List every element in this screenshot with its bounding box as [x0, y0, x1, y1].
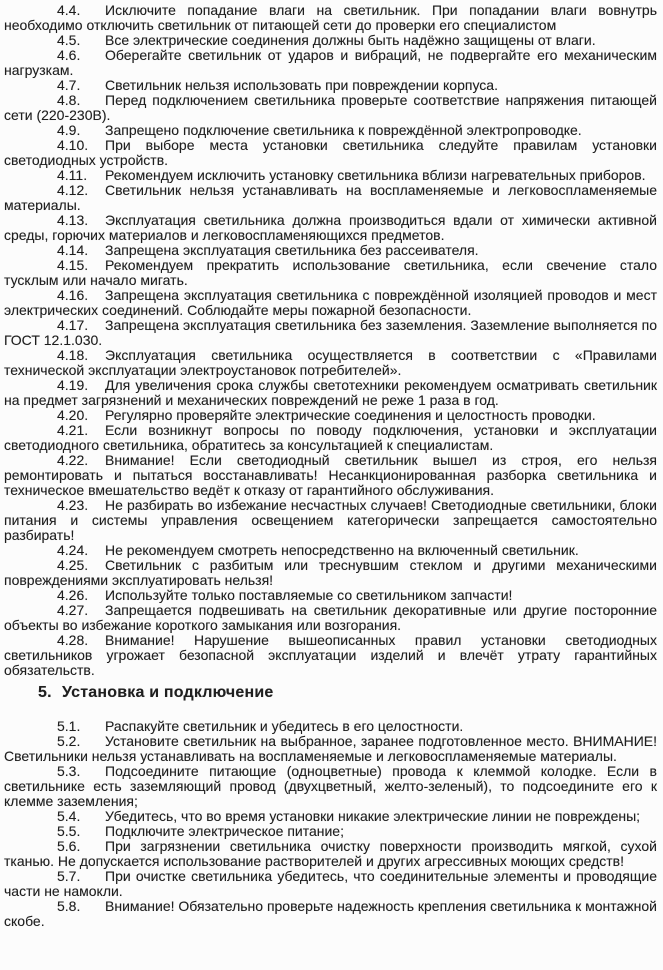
clause-number: 4.6.	[57, 47, 81, 63]
numbered-clause	[4, 498, 657, 543]
clause-text: Рекомендуем исключить установку светильника вблизи нагревательных приборов.	[105, 167, 646, 183]
clause-text: Убедитесь, что во время установки никакие электрические линии не повреждены;	[105, 808, 641, 824]
clause-number: 5.8.	[57, 898, 81, 914]
numbered-clause	[4, 348, 657, 378]
numbered-clause	[4, 588, 657, 603]
numbered-clause	[4, 453, 657, 498]
clause-text: Если возникнут вопросы по поводу подключения, установки и эксплуатации светодиодного светильника, обратитесь за консультацией к специалистам.	[4, 422, 657, 453]
clause-text: Все электрические соединения должны быть надёжно защищены от влаги.	[105, 32, 596, 48]
clause-text: Светильник с разбитым или треснувшим стеклом и другими механическими повреждениями эксплуатировать нельзя!	[4, 557, 657, 588]
clause-text: Внимание! Обязательно проверьте надежность крепления светильника к монтажной скобе.	[4, 898, 657, 929]
numbered-clause	[4, 318, 657, 348]
numbered-clause	[4, 138, 657, 168]
clause-number: 5.5.	[57, 823, 81, 839]
numbered-clause	[4, 423, 657, 453]
clause-number: 5.7.	[57, 868, 81, 884]
clause-text: Эксплуатация светильника осуществляется в соответствии с «Правилами технической эксплуатации электроустановок потребителей».	[4, 347, 657, 378]
clause-number: 4.8.	[57, 92, 81, 108]
clause-number: 4.24.	[57, 542, 89, 558]
numbered-clause	[4, 764, 657, 809]
numbered-clause	[4, 543, 657, 558]
clause-number: 5.2.	[57, 733, 81, 749]
clause-text: Запрещено подключение светильника к повреждённой электропроводке.	[105, 122, 582, 138]
clause-number: 4.15.	[57, 257, 89, 273]
clause-text: Запрещена эксплуатация светильника без рассеивателя.	[105, 242, 479, 258]
section-5-title: Установка и подключение	[62, 684, 274, 701]
numbered-clause	[4, 378, 657, 408]
numbered-clause	[4, 168, 657, 183]
clause-text: Не разбирать во избежание несчастных случаев! Светодиодные светильники, блоки питания и системы управления освещением категорически запрещается самостоятельно разбирать!	[4, 497, 657, 543]
clause-text: Установите светильник на выбранное, заранее подготовленное место. ВНИМАНИЕ! Светильники нельзя устанавливать на воспламеняемые и легковоспламеняемые материалы.	[4, 733, 657, 764]
clause-text: Подсоедините питающие (одноцветные) провода к клеммой колодке. Если в светильнике есть заземляющий провод (двухцветный, желто-зеленый), то подсоедините его к клемме заземления;	[4, 763, 657, 809]
clause-number: 5.3.	[57, 763, 81, 779]
numbered-clause	[4, 258, 657, 288]
clause-text: Не рекомендуем смотреть непосредственно на включенный светильник.	[105, 542, 579, 558]
clause-number: 4.26.	[57, 587, 89, 603]
numbered-clause	[4, 603, 657, 633]
clause-number: 5.1.	[57, 718, 81, 734]
clause-number: 5.4.	[57, 808, 81, 824]
numbered-clause	[4, 243, 657, 258]
clause-number: 4.7.	[57, 77, 81, 93]
numbered-clause	[4, 839, 657, 869]
numbered-clause	[4, 899, 657, 929]
clause-text: Распакуйте светильник и убедитесь в его целостности.	[105, 718, 464, 734]
numbered-clause	[4, 183, 657, 213]
clause-text: Эксплуатация светильника должна производиться вдали от химически активной среды, горючих материалов и легковоспламеняющихся предметов.	[4, 212, 657, 243]
section-5-clauses	[4, 719, 657, 929]
numbered-clause	[4, 93, 657, 123]
numbered-clause	[4, 408, 657, 423]
clause-number: 4.4.	[57, 2, 81, 18]
clause-text: Исключите попадание влаги на светильник. При попадании влаги вовнутрь необходимо отключить светильник от питающей сети до проверки его специалистом	[4, 2, 657, 33]
clause-number: 4.21.	[57, 422, 89, 438]
numbered-clause	[4, 734, 657, 764]
section-5-number: 5.	[38, 684, 52, 701]
clause-text: Запрещена эксплуатация светильника без заземления. Заземление выполняется по ГОСТ 12.1.030.	[4, 317, 657, 348]
numbered-clause	[4, 123, 657, 138]
clause-number: 4.28.	[57, 632, 89, 648]
clause-number: 4.18.	[57, 347, 89, 363]
numbered-clause	[4, 809, 657, 824]
clause-text: Запрещена эксплуатация светильника с повреждённой изоляцией проводов и мест электрических соединений. Соблюдайте меры пожарной безопасности.	[4, 287, 657, 318]
numbered-clause	[4, 719, 657, 734]
clause-text: Внимание! Нарушение вышеописанных правил установки светодиодных светильников угрожает безопасной эксплуатации изделий и влечёт утрату гарантийных обязательств.	[4, 632, 657, 678]
numbered-clause	[4, 48, 657, 78]
clause-number: 4.22.	[57, 452, 89, 468]
clause-number: 4.10.	[57, 137, 89, 153]
clause-text: Регулярно проверяйте электрические соединения и целостность проводки.	[105, 407, 596, 423]
clause-text: При очистке светильника убедитесь, что соединительные элементы и проводящие части не намокли.	[4, 868, 657, 899]
section-5-heading	[38, 683, 657, 703]
clause-text: Светильник нельзя использовать при повреждении корпуса.	[105, 77, 498, 93]
clause-number: 4.11.	[57, 167, 88, 183]
clause-number: 4.13.	[57, 212, 89, 228]
clause-text: Используйте только поставляемые со светильником запчасти!	[105, 587, 513, 603]
clause-text: Запрещается подвешивать на светильник декоративные или другие посторонние объекты во избежание короткого замыкания или возгорания.	[4, 602, 657, 633]
numbered-clause	[4, 3, 657, 33]
clause-number: 4.9.	[57, 122, 81, 138]
clause-number: 4.19.	[57, 377, 89, 393]
clause-number: 4.14.	[57, 242, 89, 258]
clause-text: Оберегайте светильник от ударов и вибраций, не подвергайте его механическим нагрузкам.	[4, 47, 657, 78]
clause-number: 4.25.	[57, 557, 89, 573]
numbered-clause	[4, 78, 657, 93]
clause-number: 4.16.	[57, 287, 89, 303]
clause-text: При загрязнении светильника очистку поверхности производить мягкой, сухой тканью. Не допускается использование растворителей и других агрессивных моющих средств!	[4, 838, 657, 869]
numbered-clause	[4, 558, 657, 588]
clause-text: Внимание! Если светодиодный светильник вышел из строя, его нельзя ремонтировать и пытаться восстанавливать! Несанкционированная разборка светильника и техническое вмешательство ведёт к отказу от гарантийного обслуживания.	[4, 452, 657, 498]
numbered-clause	[4, 633, 657, 678]
clause-number: 4.27.	[57, 602, 89, 618]
clause-number: 4.17.	[57, 317, 89, 333]
clause-text: Светильник нельзя устанавливать на воспламеняемые и легковоспламеняемые материалы.	[4, 182, 657, 213]
clause-number: 4.5.	[57, 32, 81, 48]
clause-text: Перед подключением светильника проверьте соответствие напряжения питающей сети (220-230В).	[4, 92, 657, 123]
clause-number: 4.12.	[57, 182, 89, 198]
numbered-clause	[4, 33, 657, 48]
clause-number: 5.6.	[57, 838, 81, 854]
clause-text: Подключите электрическое питание;	[105, 823, 344, 839]
clause-number: 4.20.	[57, 407, 89, 423]
numbered-clause	[4, 869, 657, 899]
section-4-clauses	[4, 3, 657, 678]
clause-number: 4.23.	[57, 497, 89, 513]
clause-text: Для увеличения срока службы светотехники рекомендуем осматривать светильник на предмет загрязнений и механических повреждений не реже 1 раза в год.	[4, 377, 657, 408]
clause-text: При выборе места установки светильника следуйте правилам установки светодиодных устройств.	[4, 137, 657, 168]
numbered-clause	[4, 213, 657, 243]
numbered-clause	[4, 288, 657, 318]
clause-text: Рекомендуем прекратить использование светильника, если свечение стало тусклым или начало мигать.	[4, 257, 657, 288]
numbered-clause	[4, 824, 657, 839]
